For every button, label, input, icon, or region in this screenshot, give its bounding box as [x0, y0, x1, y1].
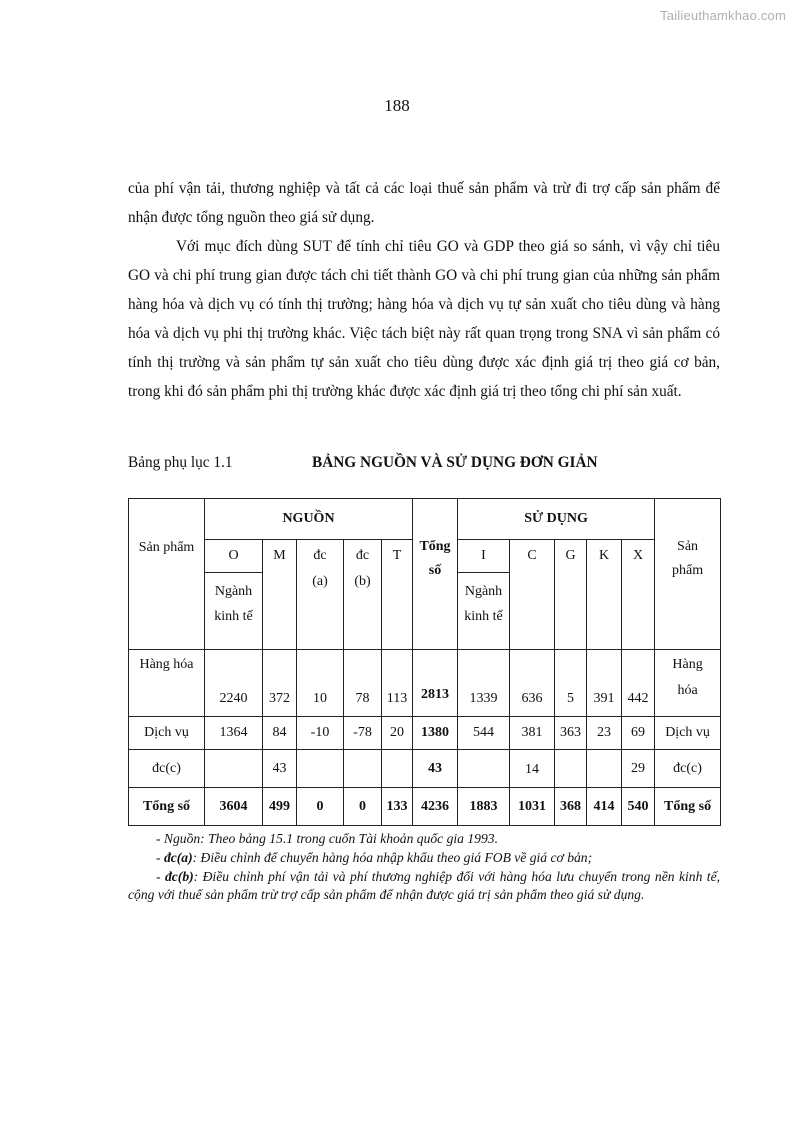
row-label: Hàng hóa	[129, 650, 205, 717]
table-row-total	[129, 788, 721, 826]
col-O: O	[205, 540, 263, 573]
note-dca: - đc(a): Điều chỉnh để chuyển hàng hóa nhập khẩu theo giá FOB về giá cơ bản;	[156, 850, 593, 865]
col-dcb: đc (b)	[344, 540, 382, 650]
cell: 0	[344, 788, 382, 826]
cell: 414	[587, 788, 622, 826]
row-label-right: Hàng hóa	[655, 650, 721, 717]
cell	[555, 750, 587, 788]
cell: 10	[297, 650, 344, 717]
page-number: 188	[384, 96, 410, 115]
cell	[297, 750, 344, 788]
cell: 381	[510, 717, 555, 750]
row-label: Dịch vụ	[129, 717, 205, 750]
row-label: đc(c)	[129, 750, 205, 788]
col-T: T	[382, 540, 413, 650]
cell: 1031	[510, 788, 555, 826]
industry-label-source: Ngành kinh tế	[205, 573, 263, 650]
row-label: Tổng số	[129, 788, 205, 826]
cell: 636	[510, 650, 555, 717]
cell: 391	[587, 650, 622, 717]
col-dca: đc (a)	[297, 540, 344, 650]
cell: 544	[458, 717, 510, 750]
cell: 0	[297, 788, 344, 826]
cell-total: 4236	[413, 788, 458, 826]
table-label: Bảng phụ lục 1.1	[128, 454, 233, 471]
row-label-right: Dịch vụ	[655, 717, 721, 750]
industry-label-use: Ngành kinh tế	[458, 573, 510, 650]
product-header-right: Sản phẩm	[655, 499, 721, 650]
cell: 499	[263, 788, 297, 826]
cell: 3604	[205, 788, 263, 826]
header-row-1	[129, 499, 721, 540]
cell-total: 43	[413, 750, 458, 788]
row-label-right: đc(c)	[655, 750, 721, 788]
cell: 78	[344, 650, 382, 717]
supply-use-table	[128, 498, 721, 826]
cell	[587, 750, 622, 788]
col-M: M	[263, 540, 297, 650]
cell: -10	[297, 717, 344, 750]
table-row	[129, 717, 721, 750]
cell: 442	[622, 650, 655, 717]
cell: 69	[622, 717, 655, 750]
watermark: Tailieuthamkhao.com	[660, 8, 786, 23]
cell: 113	[382, 650, 413, 717]
table-notes	[128, 830, 720, 905]
col-C: C	[510, 540, 555, 650]
use-header: SỬ DỤNG	[458, 499, 655, 540]
cell: 84	[263, 717, 297, 750]
cell	[344, 750, 382, 788]
cell: 1364	[205, 717, 263, 750]
total-header: Tổng số	[413, 499, 458, 650]
cell-total: 1380	[413, 717, 458, 750]
row-label-right: Tổng số	[655, 788, 721, 826]
cell: 540	[622, 788, 655, 826]
cell: 372	[263, 650, 297, 717]
cell: 14	[510, 750, 555, 788]
body-text	[128, 174, 720, 406]
table-row	[129, 650, 721, 717]
source-header: NGUỒN	[205, 499, 413, 540]
cell: 2240	[205, 650, 263, 717]
cell: 20	[382, 717, 413, 750]
table-title: BẢNG NGUỒN VÀ SỬ DỤNG ĐƠN GIẢN	[312, 454, 598, 471]
cell: 363	[555, 717, 587, 750]
cell: 133	[382, 788, 413, 826]
cell: -78	[344, 717, 382, 750]
cell: 43	[263, 750, 297, 788]
table-row	[129, 750, 721, 788]
cell: 1339	[458, 650, 510, 717]
col-K: K	[587, 540, 622, 650]
col-G: G	[555, 540, 587, 650]
cell: 1883	[458, 788, 510, 826]
cell: 5	[555, 650, 587, 717]
note-source: - Nguồn: Theo bảng 15.1 trong cuốn Tài khoản quốc gia 1993.	[156, 831, 498, 846]
cell: 29	[622, 750, 655, 788]
cell	[205, 750, 263, 788]
product-header: Sản phẩm	[129, 499, 205, 650]
cell: 23	[587, 717, 622, 750]
paragraph-2: Với mục đích dùng SUT để tính chỉ tiêu GO và GDP theo giá so sánh, vì vậy chỉ tiêu GO và chi phí trung gian được tách chi tiết thành GO và chi phí trung gian của những sản phẩm hàng hóa và dịch vụ có tính thị trường; hàng hóa và dịch vụ tự sản xuất cho tiêu dùng và hàng hóa và dịch vụ phi thị trường khác. Việc tách biệt này rất quan trọng trong SNA vì sản phẩm có tính thị trường và sản phẩm tự sản xuất cho tiêu dùng được xác định giá trị theo giá cơ bản, trong khi đó sản phẩm phi thị trường khác được xác định giá trị theo tổng chi phí sản xuất.	[128, 238, 720, 400]
cell	[458, 750, 510, 788]
paragraph-1: của phí vận tải, thương nghiệp và tất cả các loại thuế sản phẩm và trừ đi trợ cấp sản phẩm để nhận được tổng nguồn theo giá sử dụng.	[128, 180, 720, 226]
cell	[382, 750, 413, 788]
col-X: X	[622, 540, 655, 650]
col-I: I	[458, 540, 510, 573]
cell: 368	[555, 788, 587, 826]
note-dcb: - đc(b): Điều chỉnh phí vận tải và phí thương nghiệp đối với hàng hóa lưu chuyển trong nền kinh tế, cộng với thuế sản phẩm trừ trợ cấp sản phẩm để nhận được giá trị sản phẩm theo giá sử dụng.	[128, 869, 720, 902]
cell-total: 2813	[413, 650, 458, 717]
